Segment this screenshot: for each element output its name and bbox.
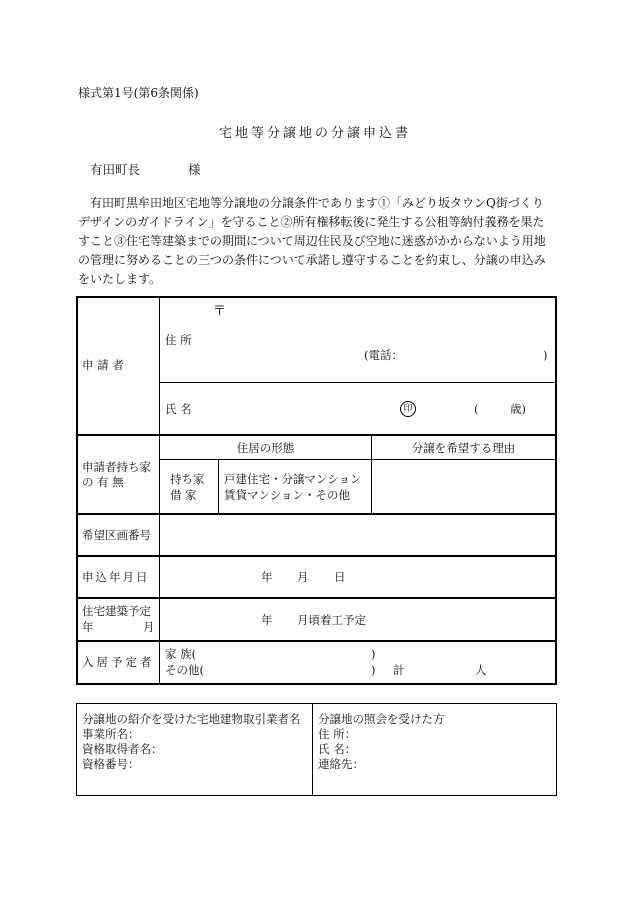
- age-field[interactable]: [484, 398, 508, 418]
- construction-label-1: 住宅建築予定: [82, 604, 151, 618]
- pledge-paragraph: 有田町黒牟田地区宅地等分譲地の分譲条件であります①「みどり坂タウンQ街づくりデザインのガイドライン」を守ること②所有権移転後に発生する公租等納付義務を果たすこと③住宅等建築までの期間について周辺住民及び空地に迷惑がかからないよう用地の管理に努めることの三つの条件について承諾し遵守することを約束し、分譲の申込みをいたします。: [78, 196, 546, 286]
- inquirer-contact-field[interactable]: [370, 755, 550, 770]
- age-unit: 歳): [510, 402, 526, 416]
- residents-other-close: ): [371, 663, 376, 677]
- date-month: 月: [297, 570, 309, 584]
- construction-label-year: 年: [82, 620, 94, 634]
- residents-total-field[interactable]: [410, 661, 470, 677]
- addressee-honorific: 様: [188, 162, 201, 177]
- phone-label: (電話：: [364, 348, 403, 362]
- phone-close: ): [543, 348, 548, 362]
- addressee-name: 有田町長: [90, 162, 141, 177]
- broker-holder-field[interactable]: [165, 740, 305, 755]
- page-title: 宅地等分譲地の分譲申込書: [218, 126, 411, 141]
- option-own-home[interactable]: 持ち家: [170, 472, 205, 486]
- construction-date-field[interactable]: [162, 600, 552, 638]
- option-rental[interactable]: 借 家: [170, 488, 197, 502]
- application-date-field[interactable]: [162, 558, 552, 596]
- date-year: 年: [261, 570, 273, 584]
- construction-year: 年: [261, 613, 273, 627]
- addressee: [90, 160, 201, 178]
- inquirer-address-field[interactable]: [370, 725, 550, 740]
- inquirer-name-field[interactable]: [370, 740, 550, 755]
- seal-mark: 印: [400, 401, 416, 417]
- residents-unit: 人: [475, 663, 487, 677]
- residents-family-close: ): [371, 647, 376, 661]
- housing-row-label-1: 申請者持ち家: [82, 460, 151, 474]
- applicant-label: 申 請 者: [82, 358, 124, 372]
- age-open: (: [474, 402, 479, 416]
- housing-reason-header: 分譲を希望する理由: [411, 441, 516, 455]
- residents-family-field[interactable]: [208, 645, 368, 661]
- inquirer-contact-label: 連絡先：: [318, 757, 364, 771]
- broker-holder-label: 資格取得者名：: [82, 742, 163, 756]
- residents-other-field[interactable]: [208, 661, 368, 677]
- construction-label-month: 月: [143, 620, 155, 634]
- broker-office-field[interactable]: [145, 725, 305, 740]
- reason-field[interactable]: [373, 461, 553, 512]
- broker-title: 分譲地の紹介を受けた宅地建物取引業者名: [82, 712, 301, 726]
- residents-total-label: 計: [393, 663, 405, 677]
- form-number: 様式第1号(第6条関係): [78, 86, 199, 100]
- housing-type-line-2[interactable]: 賃貸マンション・その他: [224, 488, 350, 502]
- broker-office-label: 事業所名：: [82, 727, 140, 741]
- inquirer-name-label: 氏 名：: [318, 742, 357, 756]
- housing-form-header: 住居の形態: [236, 441, 295, 455]
- broker-license-field[interactable]: [145, 755, 305, 770]
- inquirer-title: 分譲地の照会を受けた方: [318, 712, 445, 726]
- date-day: 日: [334, 570, 346, 584]
- lot-number-field[interactable]: [162, 516, 552, 554]
- construction-month: 月頃着工予定: [297, 613, 366, 627]
- housing-row-label-2: の 有 無: [82, 475, 124, 489]
- residents-family-label: 家 族(: [165, 647, 197, 661]
- name-field[interactable]: [210, 396, 390, 418]
- postal-code-mark: 〒: [213, 304, 227, 319]
- phone-field[interactable]: [420, 346, 540, 364]
- address-label: 住 所: [165, 333, 192, 347]
- lot-number-label: 希望区画番号: [82, 528, 151, 542]
- residents-other-label: その他(: [165, 663, 204, 677]
- name-label: 氏 名: [165, 402, 192, 416]
- inquirer-address-label: 住 所：: [318, 727, 357, 741]
- application-date-label: 申込年月日: [82, 570, 150, 584]
- residents-label: 入居予定者: [82, 655, 155, 669]
- broker-license-label: 資格番号：: [82, 757, 140, 771]
- housing-type-line-1[interactable]: 戸建住宅・分譲マンション: [224, 472, 362, 486]
